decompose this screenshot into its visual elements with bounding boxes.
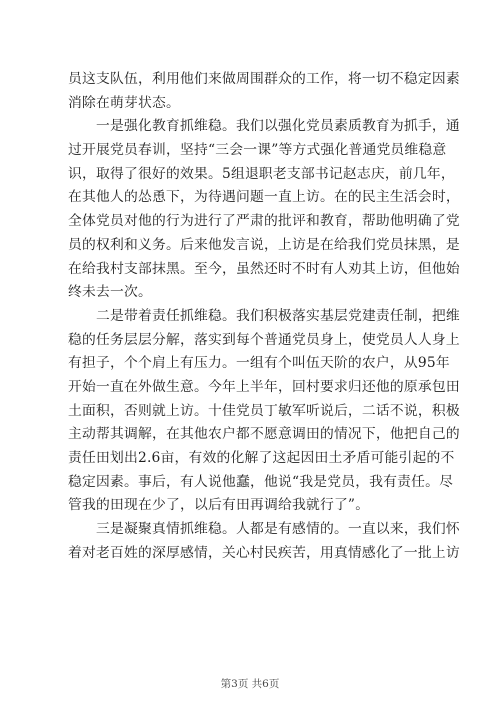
document-body — [68, 68, 460, 565]
text-line-16: 主动帮其调解，在其他农户都不愿意调田的情况下，他把自己的 — [68, 426, 460, 443]
text-line-15: 土面积，否则就上访。十佳党员丁敏军听说后，二话不说，积极 — [68, 402, 460, 419]
text-line-21: 着对老百姓的深厚感情，关心村民疾苦，用真情感化了一批上访 — [68, 544, 460, 561]
paragraph-heading-responsibility: 二是带着责任抓维稳。我们积极落实基层党建责任制，把维 — [96, 307, 460, 324]
text-line-7: 全体党员对他的行为进行了严肃的批评和教育，帮助他明确了党 — [68, 213, 460, 230]
text-line-10: 终未去一次。 — [68, 284, 152, 301]
text-line-13: 有担子，个个肩上有压力。一组有个叫伍天阶的农户，从95年 — [68, 355, 450, 372]
text-line-9: 在给我村支部抹黑。至今，虽然还时不时有人劝其上访，但他始 — [68, 260, 460, 277]
text-line-17: 责任田划出2.6亩，有效的化解了这起因田土矛盾可能引起的不 — [68, 450, 455, 466]
text-line-5: 识，取得了很好的效果。5组退职老支部书记赵志庆，前几年， — [68, 165, 455, 182]
paragraph-heading-education: 一是强化教育抓维稳。我们以强化党员素质教育为抓手，通 — [96, 118, 460, 135]
text-line-1: 员这支队伍，利用他们来做周围群众的工作，将一切不稳定因素 — [68, 71, 460, 87]
text-line-19: 管我的田现在少了，以后有田再调给我就行了”。 — [68, 497, 370, 514]
paragraph-heading-sentiment: 三是凝聚真情抓维稳。人都是有感情的。一直以来，我们怀 — [96, 521, 460, 538]
text-line-18: 稳定因素。事后，有人说他蠢，他说“我是党员，我有责任。尽 — [68, 473, 454, 490]
text-line-14: 开始一直在外做生意。今年上半年，回村要求归还他的原承包田 — [68, 378, 460, 395]
text-line-6: 在其他人的怂恿下，为待遇问题一直上访。在的民主生活会时， — [68, 189, 460, 206]
text-line-8: 员的权利和义务。后来他发言说，上访是在给我们党员抹黑，是 — [68, 236, 460, 253]
text-line-12: 稳的任务层层分解，落实到每个普通党员身上，使党员人人身上 — [68, 331, 460, 348]
text-line-4: 过开展党员春训，坚持“三会一课”等方式强化普通党员维稳意 — [68, 142, 447, 159]
page-footer: 第3页 共6页 — [220, 678, 280, 690]
text-line-2: 消除在萌芽状态。 — [68, 94, 180, 111]
